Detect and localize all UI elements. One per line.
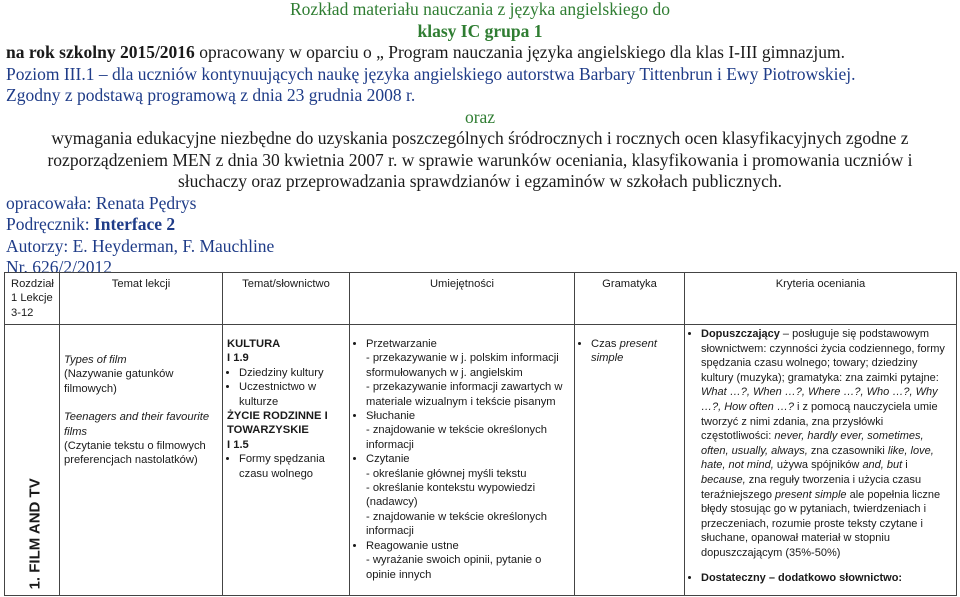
authors-line: Autorzy: E. Heyderman, F. Mauchline <box>6 235 275 256</box>
topic-types-of-film-desc: (Nazywanie gatunków filmowych) <box>64 368 174 395</box>
grammar-present-simple: • Czas present simple <box>591 337 680 366</box>
textbook-line <box>0 214 960 236</box>
lesson-topics-cell <box>60 325 223 596</box>
skills-cell <box>350 325 575 596</box>
criteria-cell <box>685 325 957 596</box>
table-header-row <box>5 273 957 325</box>
skill-reading: • Czytanie - określanie głównej myśli tekstu - określanie kontekstu wypowiedzi (nadawcy) - znajdowanie w tekście określonych informacji <box>366 452 570 538</box>
header-criteria: Kryteria oceniania <box>685 273 957 325</box>
textbook-label: Podręcznik: <box>6 214 94 234</box>
doc-title-line1: Rozkład materiału nauczania z języka angielskiego do <box>290 0 670 19</box>
skill-mediation: • Przetwarzanie - przekazywanie w j. polskim informacji sformułowanych w j. angielskim - przekazywanie informacji zawartych w materiale wizualnym i tekście pisanym <box>366 337 570 409</box>
textbook-title: Interface 2 <box>93 214 176 234</box>
requirements-line3: słuchaczy oraz przeprowadzania sprawdzianów i egzaminów w szkołach publicznych. <box>178 171 782 191</box>
header-unit: Rozdział 1 Lekcje 3-12 <box>5 273 60 325</box>
unit-cell: 1. FILM AND TV <box>5 325 60 596</box>
criteria-grade-satisfactory: • Dostateczny – dodatkowo słownictwo: <box>701 571 952 586</box>
program-reference: opracowany w oparciu o „ Program nauczania języka angielskiego dla klas I-III gimnazjum. <box>194 42 845 62</box>
topic-teenagers-films-desc: (Czytanie tekstu o filmowych preferencjach nastolatków) <box>64 440 206 467</box>
vocab-code-2: I 1.5 <box>227 438 249 451</box>
header-vocabulary: Temat/słownictwo <box>223 273 350 325</box>
criteria-grade-pass: • Dopuszczający – posługuje się podstawowym słownictwem: czynności życia codziennego, formy spędzania czasu wolnego; towary; dziedziny kultury (muzyka); gramatyka: zna zaimki pytajne: What …?, When …?, Where …?, Who …?, Why …?, How often …? i z pomocą nauczyciela umie tworzyć z nimi zdania, zna przysłówki częstotliwości: never, hardly ever, sometimes, often, usually, always, zna czasowniki like, love, hate, not mind, używa spójników and, but i because, zna reguły tworzenia i użycia czasu teraźniejszego present simple ale popełnia liczne błędy stosując go w pytaniach, twierdzeniach i przeczeniach, rozumie proste teksty czytane i słuchane, opanował materiał w stopniu dopuszczającym (35%-50%) <box>701 327 952 561</box>
requirements-line2 <box>0 150 960 172</box>
vocab-family-life: ŻYCIE RODZINNE I TOWARZYSKIE <box>227 410 328 437</box>
document-header <box>0 0 960 279</box>
vocab-culture-participation: • Uczestnictwo w kulturze <box>239 380 345 409</box>
skill-speaking: • Reagowanie ustne - wyrażanie swoich opinii, pytanie o opinie innych <box>366 539 570 582</box>
skill-listening: • Słuchanie - znajdowanie w tekście określonych informacji <box>366 409 570 452</box>
vocab-code-1: I 1.9 <box>227 352 249 365</box>
vocab-free-time: • Formy spędzania czasu wolnego <box>239 452 345 481</box>
topic-teenagers-films: Teenagers and their favourite films <box>64 411 210 438</box>
vocab-culture: KULTURA <box>227 338 281 350</box>
requirements-line1: wymagania edukacyjne niezbędne do uzyskania poszczególnych śródrocznych i rocznych ocen klasyfikacyjnych zgodne z <box>51 128 909 148</box>
grammar-cell <box>575 325 685 596</box>
approval-number: Nr. 626/2/2012 <box>6 257 112 277</box>
header-skills: Umiejętności <box>350 273 575 325</box>
syllabus-table <box>4 272 957 596</box>
requirements-line2-a: rozporządzeniem MEN z dnia 30 kwietnia 2007 r. w sprawie warunków oceniania, klasyfikowania i promowania uczniów i <box>47 149 913 170</box>
curriculum-line: Zgodny z podstawą programową z dnia 23 grudnia 2008 r. <box>6 85 416 105</box>
oraz-line: oraz <box>464 106 496 127</box>
author-line: opracowała: Renata Pędrys <box>6 192 197 213</box>
topic-types-of-film: Types of film <box>64 354 127 366</box>
school-year-line <box>0 42 960 64</box>
header-grammar: Gramatyka <box>575 273 685 325</box>
vocabulary-cell <box>223 325 350 596</box>
level-line: Poziom III.1 – dla uczniów kontynuujących naukę języka angielskiego autorstwa Barbary Tittenbrun i Ewy Piotrowskiej. <box>6 63 856 84</box>
school-year: na rok szkolny 2015/2016 <box>6 42 195 62</box>
vocab-culture-fields: • Dziedziny kultury <box>239 366 345 380</box>
doc-title-line2: klasy IC grupa 1 <box>417 20 543 41</box>
table-row <box>5 325 957 596</box>
header-lesson-topic: Temat lekcji <box>60 273 223 325</box>
